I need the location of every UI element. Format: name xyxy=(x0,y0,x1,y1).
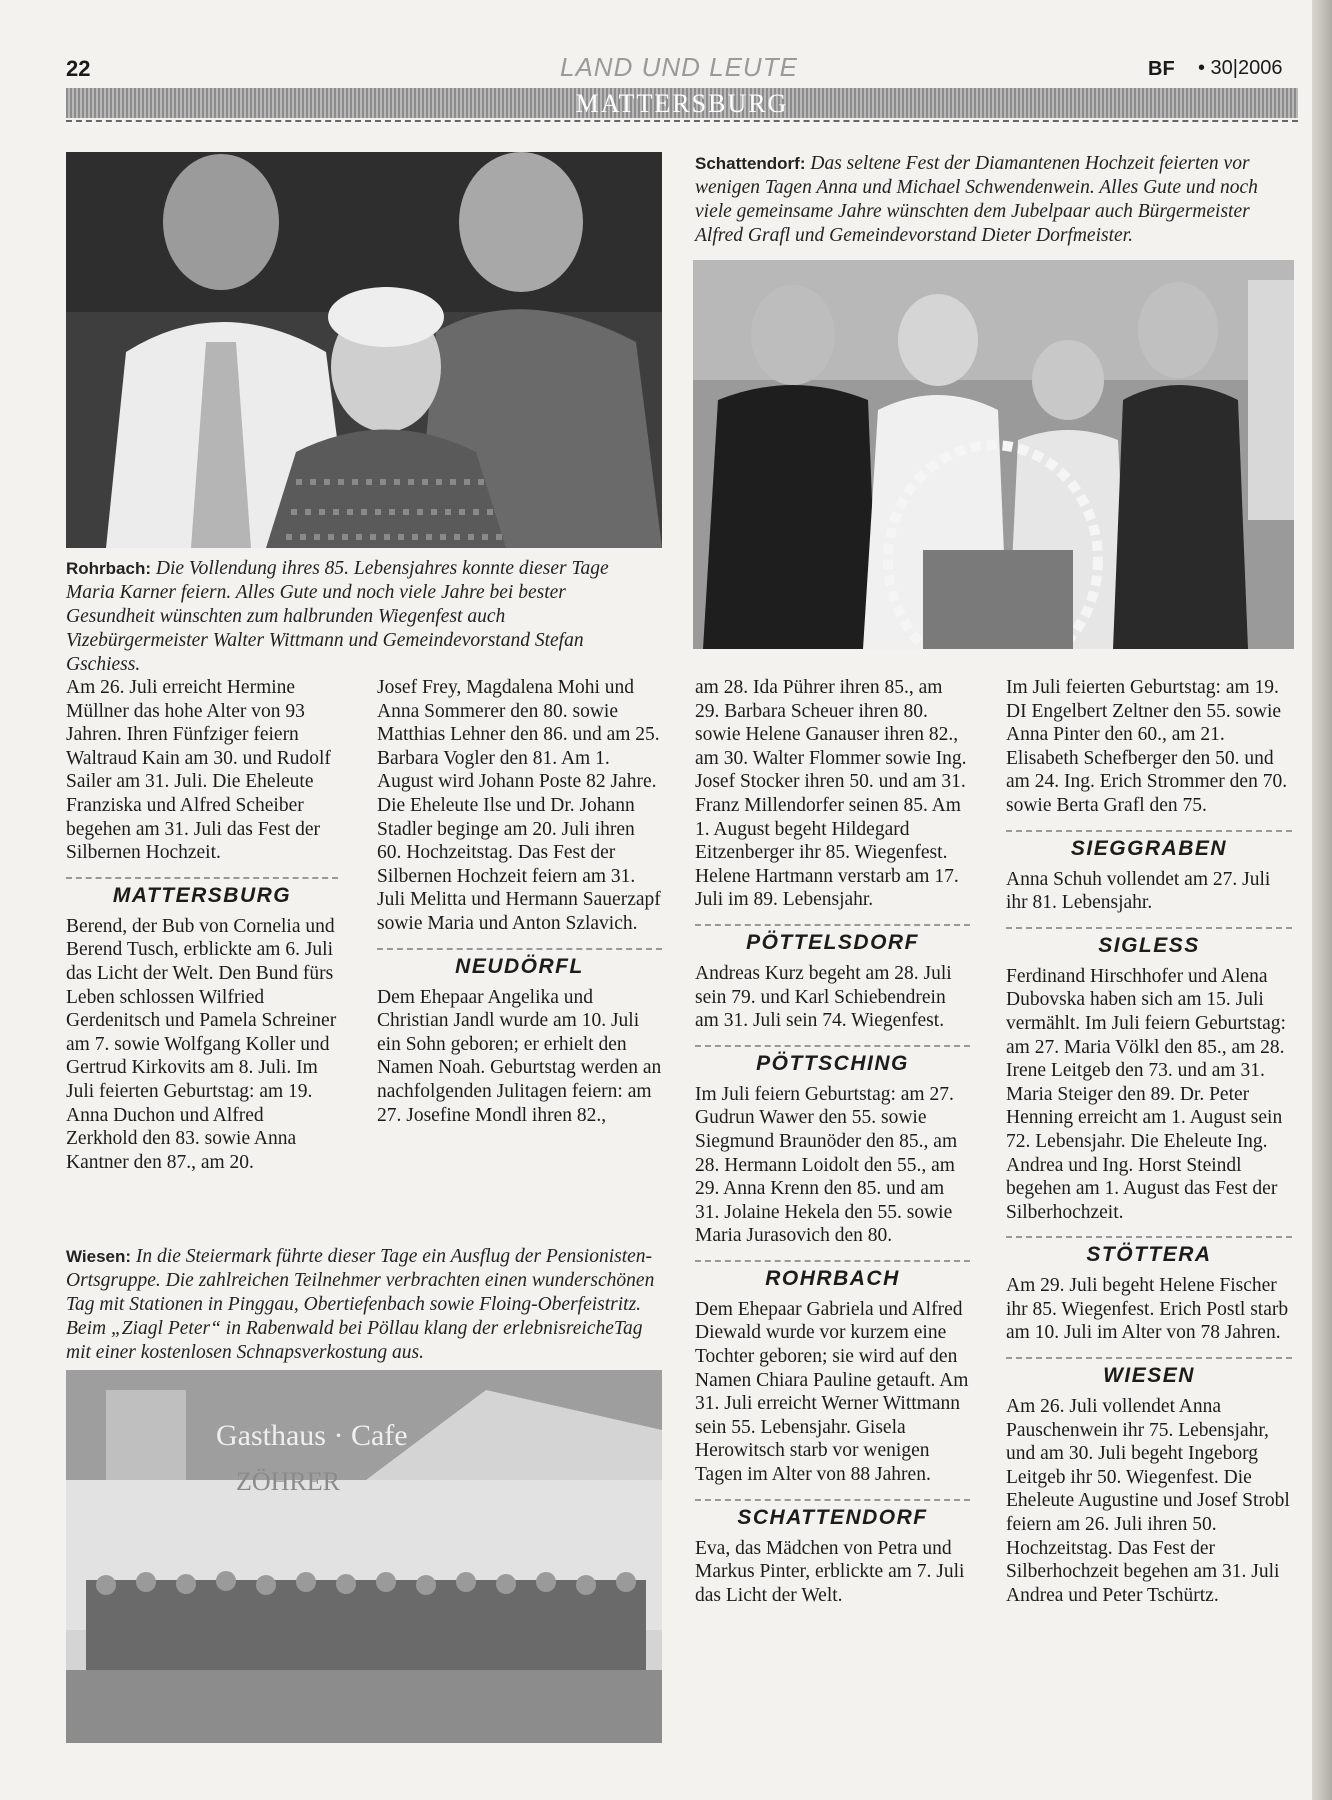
col2-text: Dem Ehepaar Angelika und Christian Jandl wurde am 10. Juli ein Sohn geboren; er erhielt den Namen Noah. Geburtstag werden an nachfolgenden Julitagen feiern: am 27. Josefine Mondl ihren 82., xyxy=(377,986,662,1126)
rohrbach-caption-place: Rohrbach: xyxy=(66,559,151,578)
header-divider xyxy=(66,120,1298,122)
rohrbach-photo-image xyxy=(66,152,662,548)
heading-rohrbach: ROHRBACH xyxy=(695,1260,970,1294)
schattendorf-caption xyxy=(695,152,1285,248)
rohrbach-caption-text: Die Vollendung ihres 85. Lebensjahres konnte dieser Tage Maria Karner feiern. Alles Gute und noch viele Jahre bei bester Gesundheit wünschten zum halbrunden Wiegenfest auch Vizebürgermeister Walter Wittmann und Gemeindevorstand Stefan Gschiess. xyxy=(66,558,609,675)
col4-text-4: Am 26. Juli vollendet Anna Pauschenwein ihr 75. Lebensjahr, und am 30. Juli begeht Ingeborg Leitgeb ihr 50. Wiegenfest. Die Eheleute Augustine und Josef Strobl feiern am 26. Juli ihren 50. Hochzeitstag. Das Fest der Silberhochzeit begehen am 31. Juli Andrea und Peter Tschürtz. xyxy=(1006,1396,1290,1606)
rohrbach-caption xyxy=(66,557,636,677)
publication-name: BF xyxy=(1148,58,1175,80)
schattendorf-caption-place: Schattendorf: xyxy=(695,154,806,173)
heading-poettsching: PÖTTSCHING xyxy=(695,1045,970,1079)
column-3 xyxy=(695,676,970,1607)
gasthaus-sign: Gasthaus · Cafe xyxy=(216,1419,408,1452)
schattendorf-photo xyxy=(693,260,1294,649)
col4-text-2: Ferdinand Hirschhofer und Alena Dubovska haben sich am 15. Juli vermählt. Im Juli feiern Geburtstag: am 27. Maria Völkl den 85., am 28. Irene Leitgeb den 73. und am 31. Maria Steiger den 89. Dr. Peter Henning erreicht am 1. August sein 72. Lebensjahr. Die Eheleute Ing. Andrea und Ing. Horst Steindl begehen am 1. August das Fest der Silberhochzeit. xyxy=(1006,965,1286,1223)
heading-mattersburg: MATTERSBURG xyxy=(66,877,338,911)
column-4 xyxy=(1006,676,1292,1607)
region-title: MATTERSBURG xyxy=(575,89,789,118)
rohrbach-photo xyxy=(66,152,662,548)
page-number: 22 xyxy=(66,56,91,81)
heading-poettelsdorf: PÖTTELSDORF xyxy=(695,924,970,958)
col1-text: Berend, der Bub von Cornelia und Berend Tusch, erblickte am 6. Juli das Licht der Welt. Den Bund fürs Leben schlossen Wilfried Gerdenitsch und Pamela Schreiner am 7. sowie Wolfgang Koller und Gertrud Kirkovits am 8. Juli. Im Juli feierten Geburtstag: am 19. Anna Duchon und Alfred Zerkhold den 83. sowie Anna Kantner den 87., am 20. xyxy=(66,915,337,1173)
section-title: LAND UND LEUTE xyxy=(560,52,798,82)
col3-intro: am 28. Ida Pührer ihren 85., am 29. Barbara Scheuer ihren 80. sowie Helene Ganauser ihren 82., am 30. Walter Flommer sowie Ing. Josef Stocker ihren 50. und am 31. Franz Millendorfer seinen 85. Am 1. August begeht Hildegard Eitzenberger ihr 85. Wiegenfest. Helene Hartmann verstarb am 17. Juli im 89. Lebensjahr. xyxy=(695,677,967,911)
col3-text-3: Dem Ehepaar Gabriela und Alfred Diewald wurde vor kurzem eine Tochter geboren; sie wird auf den Namen Chiara Pauline getauft. Am 31. Juli erreicht Werner Wittmann sein 55. Lebensjahr. Gisela Herowitsch starb vor wenigen Tagen im Alter von 88 Jahren. xyxy=(695,1298,969,1486)
heading-sigless: SIGLESS xyxy=(1006,927,1292,961)
col4-intro: Im Juli feierten Geburtstag: am 19. DI Engelbert Zeltner den 55. sowie Anna Pinter den 60., am 21. Elisabeth Schefberger den 50. und am 24. Ing. Erich Strommer den 70. sowie Berta Grafl den 75. xyxy=(1006,677,1288,816)
wiesen-photo xyxy=(66,1370,662,1743)
col2-intro: Josef Frey, Magdalena Mohi und Anna Sommerer den 80. sowie Matthias Lehner den 86. und am 25. Barbara Vogler den 81. Am 1. August wird Johann Poste 82 Jahre. Die Eheleute Ilse und Dr. Johann Stadler beginge am 20. Juli ihren 60. Hochzeitstag. Das Fest der Silbernen Hochzeit feiern am 31. Juli Melitta und Hermann Sauerzapf sowie Maria und Anton Szlavich. xyxy=(377,677,661,934)
issue-number: • 30|2006 xyxy=(1198,57,1283,79)
col1-intro: Am 26. Juli erreicht Hermine Müllner das hohe Alter von 93 Jahren. Ihren Fünfziger feiern Waltraud Kain am 30. und Rudolf Sailer am 31. Juli. Die Eheleute Franziska und Alfred Scheiber begehen am 31. Juli das Fest der Silbernen Hochzeit. xyxy=(66,677,331,864)
col4-text-3: Am 29. Juli begeht Helene Fischer ihr 85. Wiegenfest. Erich Postl starb am 10. Juli im Alter von 78 Jahren. xyxy=(1006,1275,1289,1344)
zoehrer-sign: ZÖHRER xyxy=(236,1467,340,1496)
wiesen-caption-place: Wiesen: xyxy=(66,1247,132,1266)
col3-text-4: Eva, das Mädchen von Petra und Markus Pinter, erblickte am 7. Juli das Licht der Welt. xyxy=(695,1537,965,1606)
heading-wiesen: WIESEN xyxy=(1006,1357,1292,1391)
wiesen-caption xyxy=(66,1245,661,1365)
heading-neudoerfl: NEUDÖRFL xyxy=(377,948,662,982)
col4-text-1: Anna Schuh vollendet am 27. Juli ihr 81. Lebensjahr. xyxy=(1006,868,1271,914)
column-1 xyxy=(66,676,338,1174)
wiesen-photo-image xyxy=(66,1370,662,1743)
schattendorf-photo-image xyxy=(693,260,1294,649)
region-banner xyxy=(66,88,1298,118)
heading-stoettera: STÖTTERA xyxy=(1006,1236,1292,1270)
heading-sieggraben: SIEGGRABEN xyxy=(1006,830,1292,864)
col3-text-2: Im Juli feiern Geburtstag: am 27. Gudrun Wawer den 55. sowie Siegmund Braunöder den 85., am 28. Hermann Loidolt den 55., am 29. Anna Krenn den 85. und am 31. Jolaine Hekela den 55. sowie Maria Jurasovich den 80. xyxy=(695,1083,958,1247)
schattendorf-caption-text: Das seltene Fest der Diamantenen Hochzeit feierten vor wenigen Tagen Anna und Michael Schwendenwein. Alles Gute und noch viele gemeinsame Jahre wünschten dem Jubelpaar auch Bürgermeister Alfred Grafl und Gemeindevorstand Dieter Dorfmeister. xyxy=(695,153,1258,246)
column-2 xyxy=(377,676,662,1127)
col3-text-1: Andreas Kurz begeht am 28. Juli sein 79. und Karl Schiebendrein am 31. Juli sein 74. Wiegenfest. xyxy=(695,962,952,1032)
wiesen-caption-text: In die Steiermark führte dieser Tage ein Ausflug der Pensionisten-Ortsgruppe. Die zahlreichen Teilnehmer verbrachten einen wunderschönen Tag mit Stationen in Pinggau, Obertiefenbach sowie Floing-Oberfeistritz. Beim „Ziagl Peter“ in Rabenwald bei Pöllau klang der erlebnisreicheTag mit einer kostenlosen Schnapsverkostung aus. xyxy=(66,1246,655,1363)
heading-schattendorf: SCHATTENDORF xyxy=(695,1499,970,1533)
page-binding-edge xyxy=(1312,0,1332,1800)
